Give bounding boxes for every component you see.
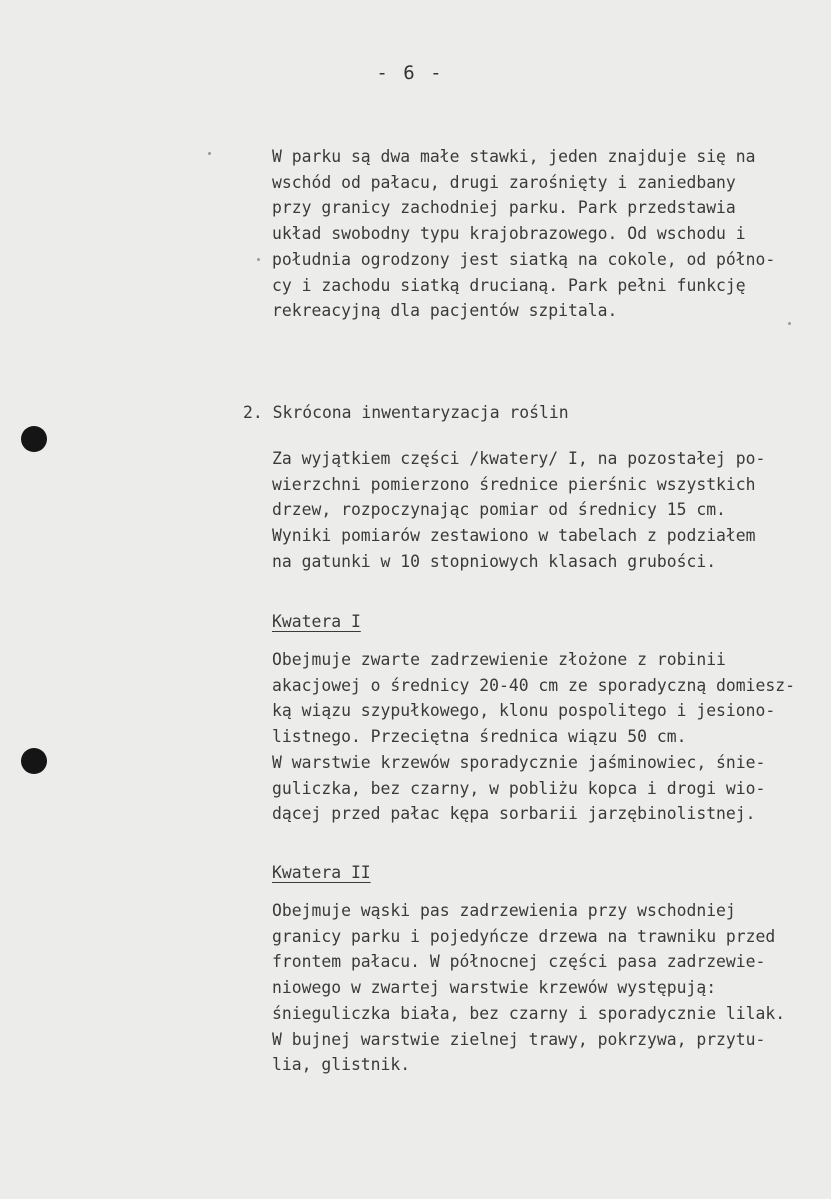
punch-hole-upper bbox=[21, 426, 47, 452]
text-line: Obejmuje wąski pas zadrzewienia przy wschodniej bbox=[272, 901, 736, 920]
text-line: W warstwie krzewów sporadycznie jaśminowiec, śnie- bbox=[272, 752, 766, 772]
text-line: Obejmuje zwarte zadrzewienie złożone z robinii bbox=[272, 650, 726, 669]
text-line: W bujnej warstwie zielnej trawy, pokrzywa, przytu- bbox=[272, 1029, 766, 1049]
section-paragraph bbox=[272, 446, 765, 575]
paper-speck bbox=[788, 322, 791, 325]
text-line: W parku są dwa małe stawki, jeden znajduje się na bbox=[272, 147, 756, 166]
text-line: układ swobodny typu krajobrazowego. Od wschodu i bbox=[272, 224, 746, 244]
text-line: Za wyjątkiem części /kwatery/ I, na pozostałej po- bbox=[272, 449, 766, 468]
page-number: - 6 - bbox=[376, 62, 444, 84]
text-line: granicy parku i pojedyńcze drzewa na trawniku przed bbox=[272, 926, 776, 946]
text-line: dącej przed pałac kępa sorbarii jarzębinolistnej. bbox=[272, 804, 756, 824]
paper-speck bbox=[257, 258, 260, 261]
section-heading: 2. Skrócona inwentaryzacja roślin bbox=[243, 403, 569, 422]
text-line: drzew, rozpoczynając pomiar od średnicy 15 cm. bbox=[272, 500, 726, 520]
kwatera-1-heading: Kwatera I bbox=[272, 612, 361, 631]
text-line: cy i zachodu siatką drucianą. Park pełni funkcję bbox=[272, 275, 746, 295]
punch-hole-lower bbox=[21, 748, 47, 774]
text-line: na gatunki w 10 stopniowych klasach grubości. bbox=[272, 551, 717, 571]
text-line: Wyniki pomiarów zestawiono w tabelach z podziałem bbox=[272, 526, 756, 546]
kwatera-2-paragraph bbox=[272, 898, 785, 1078]
text-line: południa ogrodzony jest siatką na cokole, od półno- bbox=[272, 249, 776, 269]
text-line: ką wiązu szypułkowego, klonu pospolitego i jesiono- bbox=[272, 701, 776, 721]
kwatera-1-paragraph bbox=[272, 647, 795, 827]
text-line: wierzchni pomierzono średnice pierśnic wszystkich bbox=[272, 474, 756, 494]
text-line: frontem pałacu. W północnej części pasa zadrzewie- bbox=[272, 952, 766, 972]
text-line: przy granicy zachodniej parku. Park przedstawia bbox=[272, 198, 736, 218]
text-line: śnieguliczka biała, bez czarny i sporadycznie lilak. bbox=[272, 1003, 786, 1023]
text-line: listnego. Przeciętna średnica wiązu 50 cm. bbox=[272, 727, 687, 747]
text-line: rekreacyjną dla pacjentów szpitala. bbox=[272, 301, 618, 321]
text-line: wschód od pałacu, drugi zarośnięty i zaniedbany bbox=[272, 172, 736, 192]
kwatera-2-heading: Kwatera II bbox=[272, 863, 371, 882]
text-line: lia, glistnik. bbox=[272, 1055, 411, 1075]
text-line: niowego w zwartej warstwie krzewów występują: bbox=[272, 978, 717, 998]
paper-speck bbox=[208, 152, 211, 155]
intro-paragraph bbox=[272, 144, 775, 324]
text-line: guliczka, bez czarny, w pobliżu kopca i drogi wio- bbox=[272, 778, 766, 798]
text-line: akacjowej o średnicy 20-40 cm ze sporadyczną domiesz- bbox=[272, 675, 796, 695]
